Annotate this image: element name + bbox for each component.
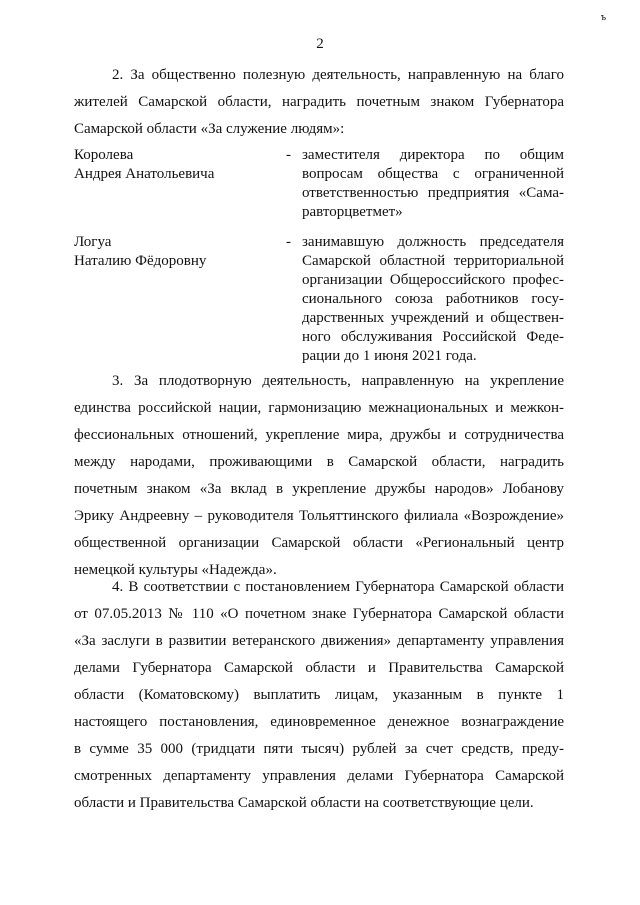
desc-line: рации до 1 июня 2021 года. <box>302 348 477 364</box>
text-line: 3. За плодотворную деятельность, направленную на укрепление <box>112 373 564 389</box>
text-line: делами Губернатора Самарской области и Правительства Самарской <box>74 660 564 676</box>
text-line: единства российской нации, гармонизацию межнациональных и межкон- <box>74 400 564 416</box>
awardee-position <box>302 146 564 222</box>
text-line: 2. За общественно полезную деятельность, направленную на благо <box>112 67 564 83</box>
text-line: от 07.05.2013 № 110 «О почетном знаке Губернатора Самарской области <box>74 606 564 622</box>
text-line: смотренных департаменту управления делами Губернатора Самарской <box>74 768 564 784</box>
text-line: настоящего постановления, единовременное денежное вознаграждение <box>74 714 564 730</box>
name-line: Королева <box>74 147 134 163</box>
desc-line: равторцветмет» <box>302 204 403 220</box>
desc-line: Самарской областной территориальной <box>302 253 564 269</box>
desc-line: ного обслуживания Российской Феде- <box>302 329 564 345</box>
text-line: общественной организации Самарской области «Региональный центр <box>74 535 564 551</box>
text-line: «За заслуги в развитии ветеранского движения» департаменту управления <box>74 633 564 649</box>
desc-line: организации Общероссийского профес- <box>302 272 564 288</box>
text-line: немецкой культуры «Надежда». <box>74 562 277 578</box>
awardee-name <box>74 146 214 184</box>
dash-separator: - <box>286 234 291 250</box>
awardee-name <box>74 233 206 271</box>
desc-line: дарственных учреждений и обществен- <box>302 310 564 326</box>
desc-line: вопросам общества с ограниченной <box>302 166 564 182</box>
desc-line: ответственностью предприятия «Сама- <box>302 185 564 201</box>
awardee-position <box>302 233 564 366</box>
text-line: фессиональных отношений, укрепление мира, дружбы и сотрудничества <box>74 427 564 443</box>
corner-mark: ъ <box>600 12 606 23</box>
section-4-paragraph <box>74 574 564 817</box>
name-line: Логуа <box>74 234 112 250</box>
text-line: 4. В соответствии с постановлением Губернатора Самарской области <box>112 579 564 595</box>
text-line: области и Правительства Самарской области на соответствующие цели. <box>74 795 534 811</box>
text-line: области (Коматовскому) выплатить лицам, указанным в пункте 1 <box>74 687 564 703</box>
text-line: почетным знаком «За вклад в укрепление дружбы народов» Лобанову <box>74 481 564 497</box>
desc-line: заместителя директора по общим <box>302 147 564 163</box>
name-line: Андрея Анатольевича <box>74 166 215 182</box>
desc-line: сионального союза работников госу- <box>302 291 564 307</box>
section-3-paragraph <box>74 368 564 584</box>
text-line: Самарской области «За служение людям»: <box>74 121 345 137</box>
name-line: Наталию Фёдоровну <box>74 253 207 269</box>
text-line: между народами, проживающими в Самарской области, наградить <box>74 454 564 470</box>
dash-separator: - <box>286 147 291 163</box>
page-number: 2 <box>316 36 324 52</box>
text-line: жителей Самарской области, наградить почетным знаком Губернатора <box>74 94 564 110</box>
section-2-paragraph <box>74 62 564 143</box>
text-line: в сумме 35 000 (тридцати пяти тысяч) рублей за счет средств, преду- <box>74 741 564 757</box>
desc-line: занимавшую должность председателя <box>302 234 564 250</box>
text-line: Эрику Андреевну – руководителя Тольяттинского филиала «Возрождение» <box>74 508 564 524</box>
